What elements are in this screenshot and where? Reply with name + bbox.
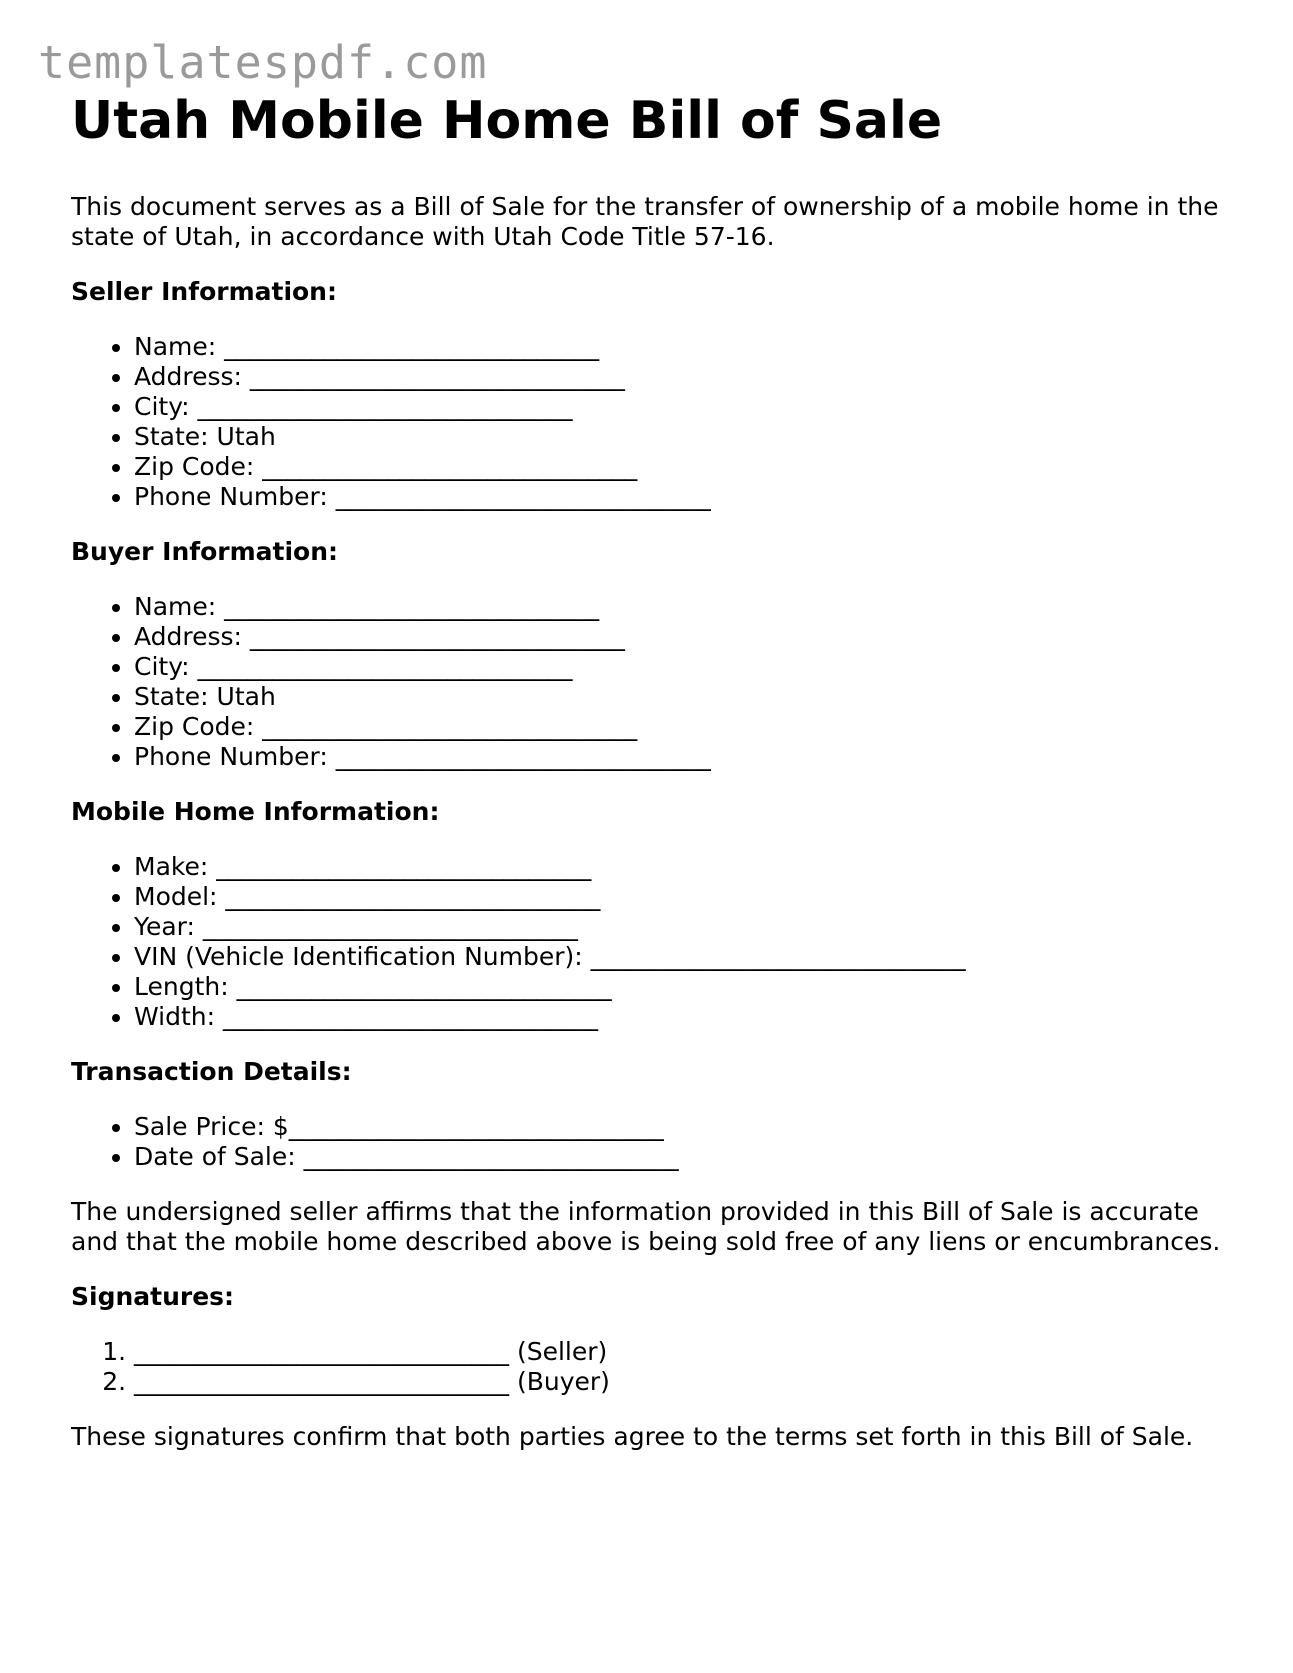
buyer-name-field: • Name: ______________________________ (134, 592, 1231, 622)
signatures-heading: Signatures: (71, 1282, 235, 1311)
buyer-info-list (71, 592, 1231, 772)
affirmation-paragraph: The undersigned seller affirms that the information provided in this Bill of Sale is accurate and that the mobile home described above is being sold free of any liens or encumbrances. (71, 1197, 1221, 1256)
seller-signature-line: 1. ______________________________ (Seller) (134, 1337, 1231, 1367)
buyer-zip-field: • Zip Code: ______________________________ (134, 712, 1231, 742)
transaction-heading: Transaction Details: (71, 1057, 352, 1086)
signatures-list (71, 1337, 1231, 1397)
seller-state-field: • State: Utah (134, 422, 1231, 452)
buyer-phone-field: • Phone Number: ______________________________ (134, 742, 1231, 772)
make-field: • Make: ______________________________ (134, 852, 1231, 882)
seller-city-field: • City: ______________________________ (134, 392, 1231, 422)
buyer-signature-line: 2. ______________________________ (Buyer) (134, 1367, 1231, 1397)
year-field: • Year: ______________________________ (134, 912, 1231, 942)
transaction-list (71, 1112, 1231, 1172)
intro-paragraph: This document serves as a Bill of Sale for the transfer of ownership of a mobile home in the state of Utah, in accordance with Utah Code Title 57-16. (71, 192, 1219, 251)
watermark: templatespdf.com (38, 36, 488, 89)
mobile-home-info-list (71, 852, 1231, 1032)
seller-name-field: • Name: ______________________________ (134, 332, 1231, 362)
document-body (71, 88, 1231, 1477)
closing-paragraph: These signatures confirm that both parties agree to the terms set forth in this Bill of Sale. (71, 1422, 1194, 1451)
seller-info-list (71, 332, 1231, 512)
buyer-address-field: • Address: ______________________________ (134, 622, 1231, 652)
seller-phone-field: • Phone Number: ______________________________ (134, 482, 1231, 512)
seller-heading: Seller Information: (71, 277, 337, 306)
mobile-home-heading: Mobile Home Information: (71, 797, 440, 826)
length-field: • Length: ______________________________ (134, 972, 1231, 1002)
vin-field: • VIN (Vehicle Identification Number): ______________________________ (134, 942, 1231, 972)
document-title: Utah Mobile Home Bill of Sale (71, 91, 943, 151)
seller-address-field: • Address: ______________________________ (134, 362, 1231, 392)
buyer-state-field: • State: Utah (134, 682, 1231, 712)
sale-price-field: • Sale Price: $______________________________ (134, 1112, 1231, 1142)
date-of-sale-field: • Date of Sale: ______________________________ (134, 1142, 1231, 1172)
buyer-heading: Buyer Information: (71, 537, 339, 566)
buyer-city-field: • City: ______________________________ (134, 652, 1231, 682)
model-field: • Model: ______________________________ (134, 882, 1231, 912)
width-field: • Width: ______________________________ (134, 1002, 1231, 1032)
seller-zip-field: • Zip Code: ______________________________ (134, 452, 1231, 482)
